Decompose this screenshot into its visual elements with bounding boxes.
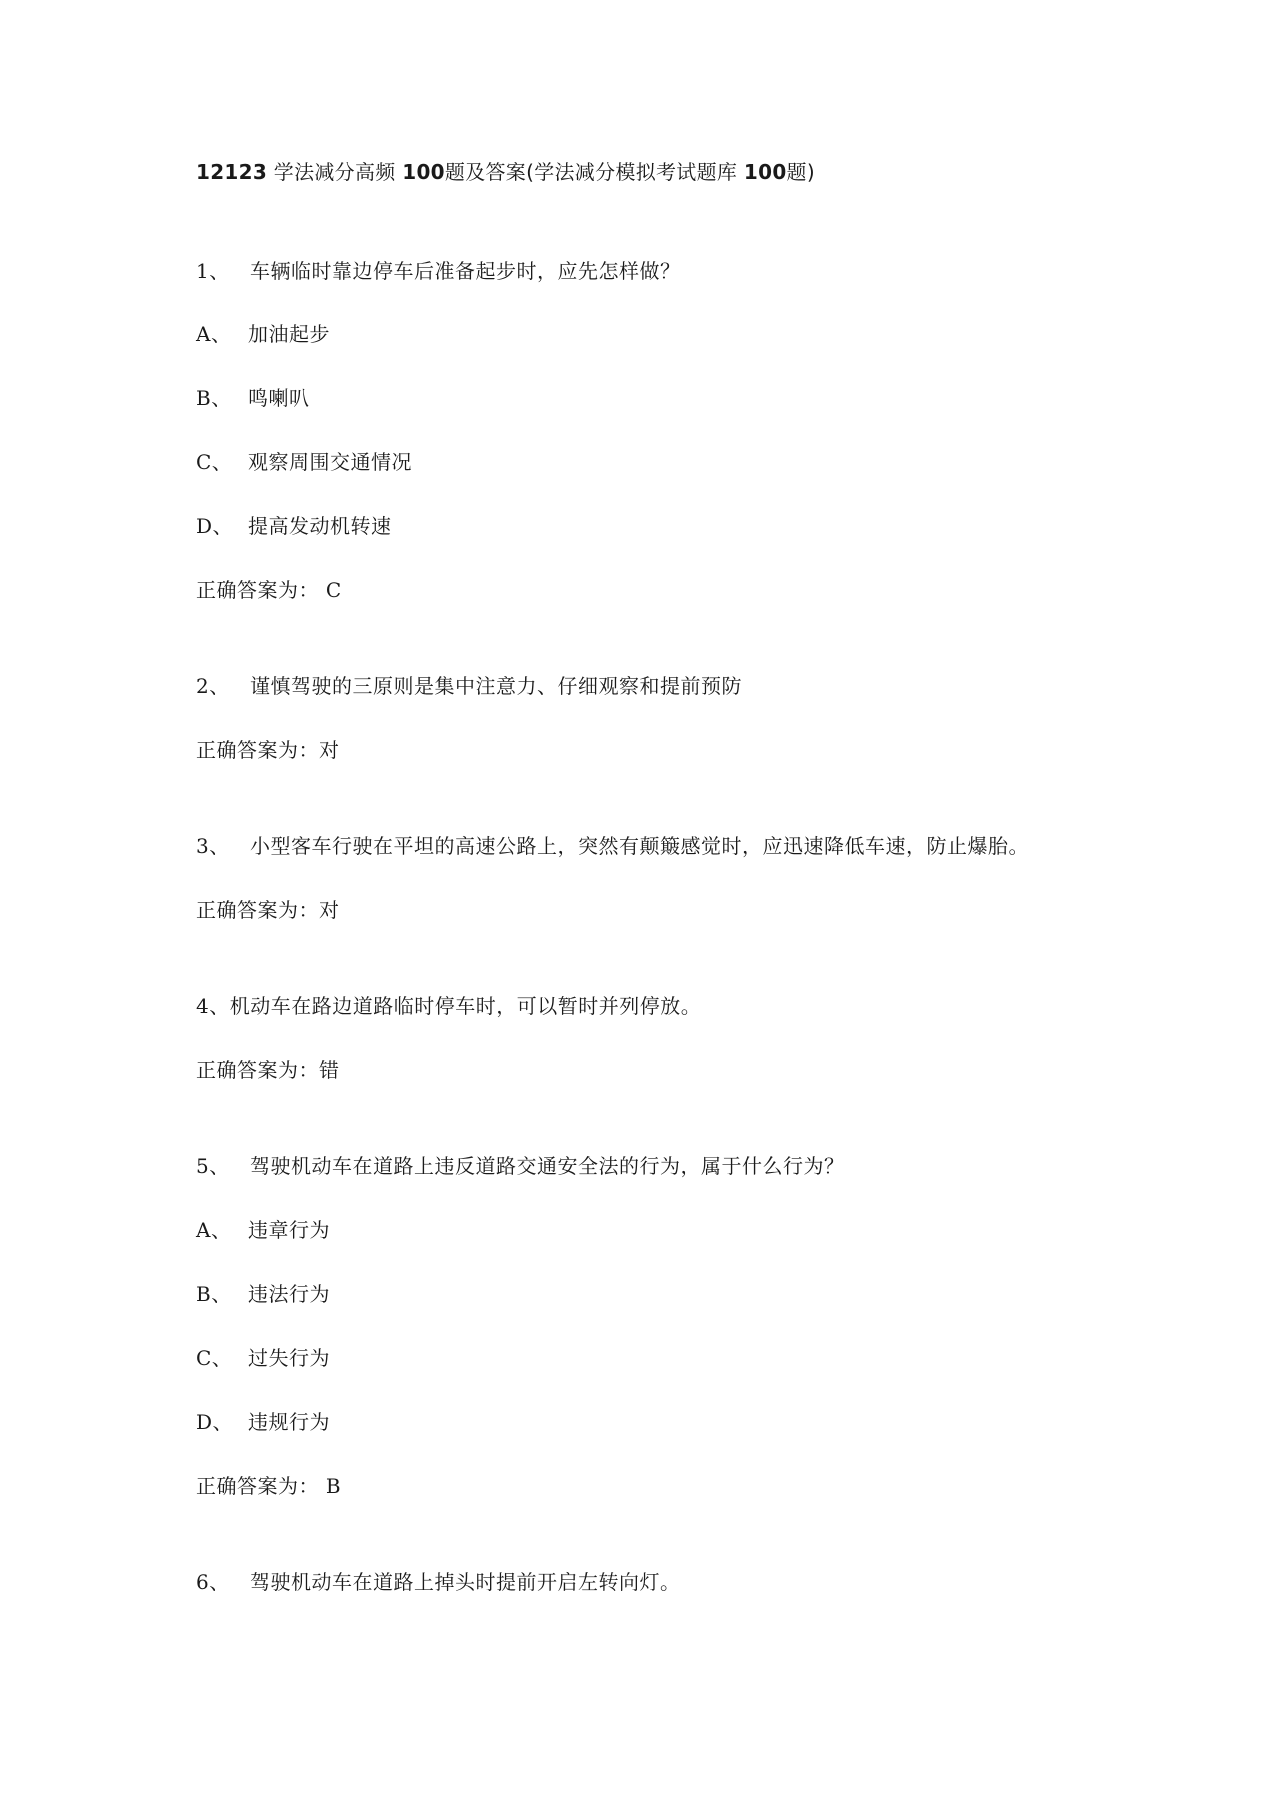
- question-4-answer: [196, 1056, 340, 1084]
- question-5-option-a: [196, 1216, 330, 1244]
- question-1-answer: [196, 576, 342, 604]
- question-text: 小型客车行驶在平坦的高速公路上，突然有颠簸感觉时，应迅速降低车速，防止爆胎。: [250, 834, 1029, 858]
- title-part3: 题): [786, 160, 815, 184]
- question-number: 6、: [196, 1570, 230, 1594]
- question-number: 4、: [196, 994, 230, 1018]
- question-2: [196, 672, 742, 700]
- question-1: [196, 257, 681, 285]
- question-number: 5、: [196, 1154, 230, 1178]
- question-5: [196, 1152, 845, 1180]
- option-label: C、: [196, 1346, 233, 1370]
- option-text: 违章行为: [248, 1218, 330, 1242]
- answer-value: 对: [319, 898, 340, 922]
- title-num1: 100: [402, 160, 445, 184]
- question-number: 1、: [196, 259, 230, 283]
- question-5-option-d: [196, 1408, 330, 1436]
- option-label: D、: [196, 514, 234, 538]
- question-1-option-a: [196, 320, 330, 348]
- answer-value: 错: [319, 1058, 340, 1082]
- option-label: C、: [196, 450, 233, 474]
- option-label: B、: [196, 1282, 232, 1306]
- question-3-answer: [196, 896, 340, 924]
- question-3: [196, 832, 1029, 860]
- option-label: A、: [196, 1218, 232, 1242]
- title-num2: 100: [743, 160, 787, 184]
- option-text: 加油起步: [248, 322, 330, 346]
- question-1-option-d: [196, 512, 392, 540]
- question-text: 机动车在路边道路临时停车时，可以暂时并列停放。: [229, 994, 702, 1018]
- option-text: 鸣喇叭: [248, 386, 310, 410]
- answer-label: 正确答案为：: [196, 738, 319, 762]
- question-number: 3、: [196, 834, 230, 858]
- option-label: B、: [196, 386, 232, 410]
- option-label: D、: [196, 1410, 234, 1434]
- question-1-option-c: [196, 448, 412, 476]
- title-part1: 学法减分高频: [273, 160, 396, 184]
- question-text: 驾驶机动车在道路上违反道路交通安全法的行为，属于什么行为？: [250, 1154, 845, 1178]
- question-5-answer: [196, 1472, 341, 1500]
- question-text: 谨慎驾驶的三原则是集中注意力、仔细观察和提前预防: [250, 674, 742, 698]
- answer-value: 对: [319, 738, 340, 762]
- answer-label: 正确答案为：: [196, 1058, 319, 1082]
- question-5-option-c: [196, 1344, 330, 1372]
- question-4: [196, 992, 701, 1020]
- title-prefix: 12123: [196, 160, 268, 184]
- answer-label: 正确答案为：: [196, 578, 319, 602]
- answer-value: B: [325, 1474, 342, 1498]
- document-title: [196, 158, 815, 186]
- question-number: 2、: [196, 674, 230, 698]
- option-text: 提高发动机转速: [248, 514, 392, 538]
- answer-label: 正确答案为：: [196, 898, 319, 922]
- question-text: 车辆临时靠边停车后准备起步时，应先怎样做？: [250, 259, 681, 283]
- question-5-option-b: [196, 1280, 330, 1308]
- option-text: 观察周围交通情况: [248, 450, 412, 474]
- answer-label: 正确答案为：: [196, 1474, 319, 1498]
- option-text: 违规行为: [248, 1410, 330, 1434]
- title-part2: 题及答案(学法减分模拟考试题库: [444, 160, 738, 184]
- option-label: A、: [196, 322, 232, 346]
- option-text: 过失行为: [248, 1346, 330, 1370]
- question-2-answer: [196, 736, 340, 764]
- option-text: 违法行为: [248, 1282, 330, 1306]
- question-1-option-b: [196, 384, 310, 412]
- question-6: [196, 1568, 681, 1596]
- answer-value: C: [325, 578, 342, 602]
- question-text: 驾驶机动车在道路上掉头时提前开启左转向灯。: [250, 1570, 681, 1594]
